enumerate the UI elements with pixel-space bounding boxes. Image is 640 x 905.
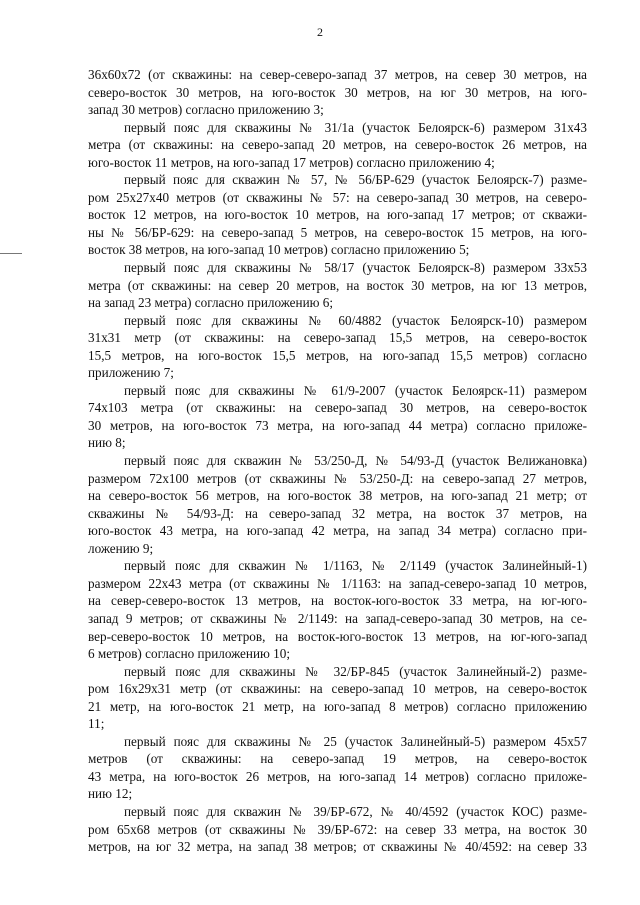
text-line: 36x60x72 (от скважины: на север-северо-запад 37 метров, на север 30 метров, на — [88, 67, 587, 82]
text-line: первый пояс для скважины № 25 (участок Залинейный-5) размером 45x57 — [124, 733, 587, 749]
text-line: нию 12; — [88, 786, 133, 802]
text-line: ром 65x68 метров (от скважины № 39/БР-672: на север 33 метра, на восток 30 — [88, 821, 587, 837]
text-line: метров (от скважины: на северо-запад 19 метров, на северо-восток — [88, 751, 587, 767]
margin-mark — [0, 253, 22, 254]
text-line: размером 72x100 метров (от скважины № 53/250-Д: на северо-запад 27 метров, — [88, 470, 587, 486]
text-line: запад 9 метров; от скважины № 2/1149: на запад-северо-запад 30 метров, на се- — [88, 610, 587, 626]
paragraph — [88, 382, 587, 452]
text-line: первый пояс для скважин № 1/1163, № 2/1149 (участок Залинейный-1) — [124, 558, 587, 574]
text-line: северо-восток 30 метров, на юго-восток 30 метров, на юг 30 метров, на юго- — [88, 84, 587, 100]
paragraph — [88, 733, 587, 803]
text-line: 11; — [88, 716, 105, 732]
paragraph — [88, 119, 587, 172]
text-line: первый пояс для скважины № 31/1а (участок Белоярск-6) размером 31x43 — [124, 119, 587, 135]
page-number: 2 — [317, 25, 323, 39]
text-line: 30 метров, на юго-восток 73 метра, на юго-запад 44 метра) согласно приложе- — [88, 417, 587, 433]
text-line: ром 16x29x31 метр (от скважины: на северо-запад 10 метров, на северо-восток — [88, 681, 587, 697]
text-line: ром 25x27x40 метров (от скважины № 57: на северо-запад 30 метров, на северо- — [88, 189, 587, 205]
text-line: метров, на юг 32 метра, на запад 38 метров; от скважины № 40/4592: на север 33 — [88, 839, 587, 855]
text-line: восток 38 метров, на юго-запад 10 метров) согласно приложению 5; — [88, 242, 470, 258]
text-line: размером 22x43 метра (от скважины № 1/1163: на запад-северо-запад 10 метров, — [88, 575, 587, 591]
text-line: 43 метра, на юго-восток 26 метров, на юго-запад 14 метров) согласно приложе- — [88, 768, 587, 784]
text-line: метра (от скважины: на север 20 метров, на восток 30 метров, на юг 13 метров, — [88, 277, 587, 293]
text-line: 6 метров) согласно приложению 10; — [88, 646, 290, 662]
text-line: 74x103 метра (от скважины: на северо-запад 30 метров, на северо-восток — [88, 400, 587, 416]
text-line: юго-восток 11 метров, на юго-запад 17 метров) согласно приложению 4; — [88, 154, 495, 170]
paragraph — [88, 259, 587, 312]
text-line: первый пояс для скважины № 32/БР-845 (участок Залинейный-2) разме- — [124, 663, 587, 679]
text-line: приложению 7; — [88, 365, 174, 381]
text-line: на запад 23 метра) согласно приложению 6; — [88, 295, 334, 311]
text-line: запад 30 метров) согласно приложению 3; — [88, 102, 324, 118]
text-line: на северо-восток 56 метров, на юго-восток 38 метров, на юго-запад 21 метр; от — [88, 488, 587, 504]
text-line: вер-северо-восток 10 метров, на восток-юго-восток 13 метров, на юг-юго-запад — [88, 628, 587, 644]
text-line: метра (от скважины: на северо-запад 20 метров, на северо-восток 26 метров, на — [88, 137, 587, 153]
text-line: первый пояс для скважины № 58/17 (участок Белоярск-8) размером 33x53 — [124, 260, 587, 276]
paragraph — [88, 663, 587, 733]
text-line: юго-восток 43 метра, на юго-запад 42 метра, на запад 34 метра) согласно при- — [88, 523, 587, 539]
paragraph — [88, 312, 587, 382]
text-line: восток 12 метров, на юго-восток 10 метров, на юго-запад 17 метров; от скважи- — [88, 207, 587, 223]
paragraph — [88, 452, 587, 557]
text-line: первый пояс для скважин № 39/БР-672, № 40/4592 (участок КОС) разме- — [124, 803, 587, 819]
text-line: 21 метр, на юго-восток 21 метр, на юго-запад 8 метров) согласно приложению — [88, 698, 587, 714]
paragraph — [88, 171, 587, 259]
text-line: первый пояс для скважин № 57, № 56/БР-629 (участок Белоярск-7) разме- — [124, 172, 587, 188]
text-line: ложению 9; — [88, 540, 154, 556]
text-line: нию 8; — [88, 435, 126, 451]
text-line: скважины № 54/93-Д: на северо-запад 32 метра, на восток 37 метров, на — [88, 505, 587, 521]
text-line: 15,5 метров, на юго-восток 15,5 метров, на юго-запад 15,5 метров) согласно — [88, 347, 587, 363]
paragraph — [88, 803, 587, 856]
text-line: на север-северо-восток 13 метров, на восток-юго-восток 33 метра, на юг-юго- — [88, 593, 587, 609]
paragraph — [88, 557, 587, 662]
text-line: первый пояс для скважины № 60/4882 (участок Белоярск-10) размером — [124, 312, 587, 328]
document-body — [88, 66, 587, 856]
text-line: первый пояс для скважины № 61/9-2007 (участок Белоярск-11) размером — [124, 382, 587, 398]
paragraph — [88, 66, 587, 119]
text-line: 31x31 метр (от скважины: на северо-запад 15,5 метров, на северо-восток — [88, 330, 587, 346]
text-line: ны № 56/БР-629: на северо-запад 5 метров, на северо-восток 15 метров, на юго- — [88, 224, 587, 240]
text-line: первый пояс для скважин № 53/250-Д, № 54/93-Д (участок Велижановка) — [124, 453, 587, 469]
